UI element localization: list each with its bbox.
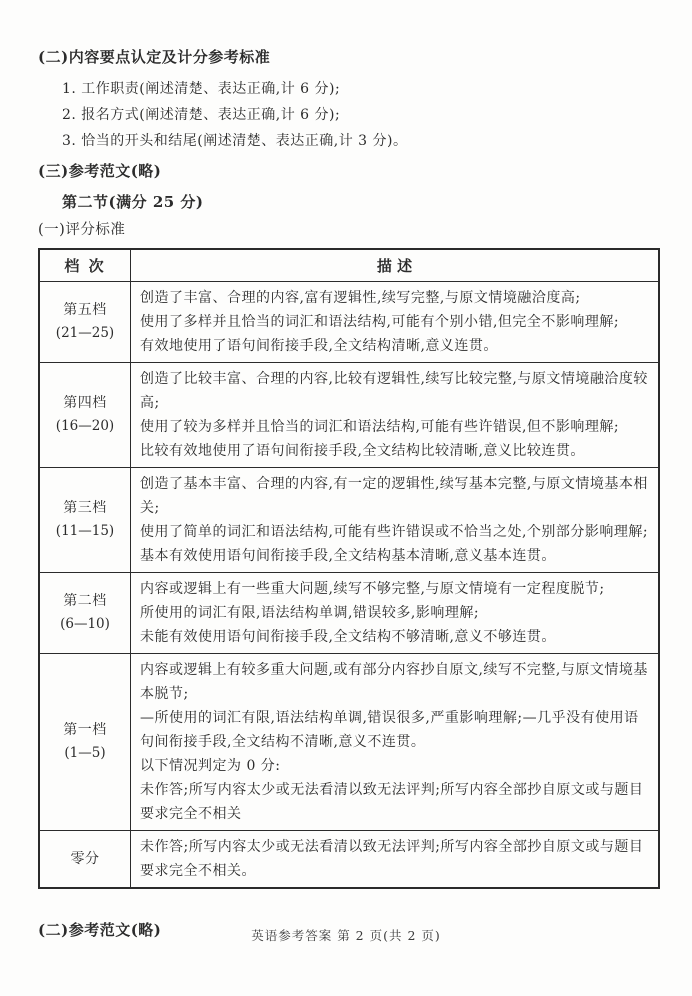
list-item-2: 2. 报名方式(阐述清楚、表达正确,计 6 分); — [62, 107, 341, 123]
description-cell — [131, 282, 660, 363]
level-name: 第四档 — [63, 395, 107, 411]
criterion: 比较有效地使用了语句间衔接手段,全文结构比较清晰,意义比较连贯。 — [140, 443, 585, 459]
table-row-level4 — [39, 363, 659, 468]
table-header — [39, 249, 659, 282]
criteria-heading: (一)评分标准 — [38, 222, 126, 238]
criterion: 创造了基本丰富、合理的内容,有一定的逻辑性,续写基本完整,与原文情境基本相关; — [140, 476, 648, 516]
criterion: 未作答;所写内容太少或无法看清以致无法评判;所写内容全部抄自原文或与题目要求完全不相关。 — [140, 839, 644, 879]
list-item-1: 1. 工作职责(阐述清楚、表达正确,计 6 分); — [62, 81, 341, 97]
list-item-3: 3. 恰当的开头和结尾(阐述清楚、表达正确,计 3 分)。 — [62, 133, 408, 149]
table-row-zero — [39, 831, 659, 889]
level-cell — [39, 282, 131, 363]
level-cell — [39, 573, 131, 654]
criterion: 使用了简单的词汇和语法结构,可能有些许错误或不恰当之处,个别部分影响理解; — [140, 524, 649, 540]
description-cell — [131, 363, 660, 468]
description-cell — [131, 468, 660, 573]
criterion: 创造了丰富、合理的内容,富有逻辑性,续写完整,与原文情境融洽度高; — [140, 290, 581, 306]
section3-heading: (三)参考范文(略) — [38, 162, 162, 180]
table-row-level3 — [39, 468, 659, 573]
level-name: 第一档 — [63, 722, 107, 738]
level-name: 第二档 — [63, 593, 107, 609]
level-cell — [39, 363, 131, 468]
level-cell — [39, 654, 131, 831]
criterion: 未能有效使用语句间衔接手段,全文结构不够清晰,意义不够连贯。 — [140, 629, 556, 645]
criterion: 有效地使用了语句间衔接手段,全文结构清晰,意义连贯。 — [140, 338, 498, 354]
level-range: (11—15) — [55, 523, 115, 539]
level-range: (1—5) — [64, 745, 106, 761]
level-cell — [39, 831, 131, 889]
level-range: (21—25) — [55, 325, 115, 341]
scoring-rubric-table — [38, 248, 660, 889]
criterion: 以下情况判定为 0 分: — [140, 758, 281, 774]
level-range: (16—20) — [55, 418, 115, 434]
table-row-level1 — [39, 654, 659, 831]
criterion: 基本有效使用语句间衔接手段,全文结构基本清晰,意义基本连贯。 — [140, 548, 556, 564]
criterion: 内容或逻辑上有一些重大问题,续写不够完整,与原文情境有一定程度脱节; — [140, 581, 605, 597]
reference-essay-heading: (二)参考范文(略) — [38, 921, 162, 939]
criterion: —所使用的词汇有限,语法结构单调,错误很多,严重影响理解;—几乎没有使用语句间衔接手段,全文结构不清晰,意义不连贯。 — [140, 710, 639, 750]
part2-heading: 第二节(满分 25 分) — [62, 193, 204, 211]
table-row-level2 — [39, 573, 659, 654]
criterion: 创造了比较丰富、合理的内容,比较有逻辑性,续写比较完整,与原文情境融洽度较高; — [140, 371, 648, 411]
level-range: (6—10) — [60, 616, 110, 632]
header-row — [39, 249, 659, 282]
criterion: 使用了多样并且恰当的词汇和语法结构,可能有个别小错,但完全不影响理解; — [140, 314, 620, 330]
description-cell — [131, 654, 660, 831]
criterion: 所使用的词汇有限,语法结构单调,错误较多,影响理解; — [140, 605, 480, 621]
criterion: 内容或逻辑上有较多重大问题,或有部分内容抄自原文,续写不完整,与原文情境基本脱节; — [140, 662, 648, 702]
description-cell — [131, 573, 660, 654]
content-points-list — [38, 76, 660, 154]
criterion: 未作答;所写内容太少或无法看清以致无法评判;所写内容全部抄自原文或与题目要求完全不相关 — [140, 782, 644, 822]
col-header-level: 档 次 — [39, 249, 131, 282]
criterion: 使用了较为多样并且恰当的词汇和语法结构,可能有些许错误,但不影响理解; — [140, 419, 620, 435]
level-name: 第五档 — [63, 302, 107, 318]
table-row-level5 — [39, 282, 659, 363]
level-name: 第三档 — [63, 500, 107, 516]
level-name: 零分 — [70, 850, 100, 867]
level-cell — [39, 468, 131, 573]
section2-heading: (二)内容要点认定及计分参考标准 — [38, 48, 271, 66]
col-header-description: 描 述 — [131, 249, 660, 282]
page-footer: 英语参考答案 第 2 页(共 2 页) — [251, 928, 441, 943]
description-cell — [131, 831, 660, 889]
